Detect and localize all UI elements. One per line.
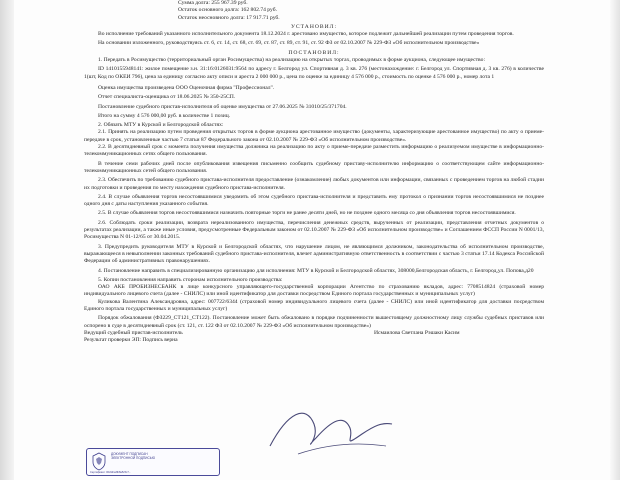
- ep-check-status: Результат проверки ЭП: Подпись верна: [84, 337, 178, 344]
- stamp-line-2: ЭЛЕКТРОННОЙ ПОДПИСЬЮ: [111, 456, 156, 461]
- item-5: 5. Копии постановления направить сторонам исполнительного производства:: [98, 276, 283, 283]
- item-1: 1. Передать в Росимущество (территориальный орган Росимущества) на реализацию на открытых торгах, проводимых в форме аукциона, следующее имущество:: [98, 57, 486, 64]
- signature-row: [84, 330, 544, 337]
- appraisal-by: Оценка имущества произведена ООО Оценочная фирма "Профессионал".: [98, 84, 275, 91]
- debt-principal-remaining: Остаток основного долга: 162 802.74 руб.: [178, 7, 277, 14]
- item-2-3: 2.3. Обеспечить по требованию судебного пристава-исполнителя предоставление (ознакомление) любых документов или информации, связанных с проведением торгов на любой стадии их подготовки и проведения по месту нахождения судебного пристава-исполнителя.: [84, 177, 544, 191]
- coat-of-arms-icon: [90, 452, 108, 471]
- item-2: 2. Обязать МТУ в Курской и Белгородской областях:: [98, 122, 224, 129]
- stamp-line-1: ДОКУМЕНТ ПОДПИСАН: [111, 452, 148, 456]
- item-2-1: 2.1. Принять на реализацию путем проведения открытых торгов в форме аукциона арестованное имущество (документы, характеризующие арестованное имущество) по акту о приеме-передаче в срок, установленные частью 7 статьи 87 Федерального закона от 02.10.2007 № 229-ФЗ «Об исполнительном производстве».: [84, 129, 544, 143]
- officer-position: Ведущий судебный пристав-исполнитель: [84, 329, 183, 336]
- debt-summary: [84, 0, 544, 22]
- total-amount: Итого на сумму 4 576 000,00 руб. в количестве 1 позиц.: [98, 112, 231, 119]
- item-2-6: 2.6. Соблюдать сроки реализации, возврата нереализованного имущества, перечисления денежных средств, вырученных от реализации, представления отчетных документов о результатах реализации, а также иные условия, предусмотренные Федеральным законом от 02.10.2007 № 229-ФЗ «Об исполнительном производстве» и Соглашением ФССП России N 0001/13, Росимущества N 01-12/65 от 30.04.2015.: [84, 219, 544, 241]
- party-bank: ОАО АКБ ПРОБИЗНЕСБАНК в лице конкурсного управляющего-государственной корпорации Агентство по страхованию вкладов, адрес: 7708514824 (страховой номер индивидуального лицевого счета (далее - СНИЛС) или иной идентификатор для доставки посредством Единого портала государственных и муниципальных услуг): [84, 284, 544, 298]
- property-description: ID 1410155948141: жилое помещение з.н. 31:16:0126031:9564 по адресу г. Белгород ул. Спортивная д. 3 кв. 276 (местонахождение: г. Белгород ул. Спортивная д. 3 кв. 276) в количестве 1(шт, Код по ОКЕИ 796), цена за единицу согласно акту описи и ареста 2 000 000 р., цена по оценке за единицу 4 576 000 р., стоимость по оценке 4 576 000 р., номер лота 1: [84, 66, 544, 80]
- appraisal-resolution: Постановление судебного пристав-исполнителя об оценке имущества от 27.06.2025 № 31010/25/371704.: [98, 103, 347, 110]
- stamp-certificate: Сертификат: 00c9d1e8b8a5c5c7...: [90, 471, 131, 474]
- handwritten-signature: [258, 394, 398, 460]
- establish-paragraph: Во исполнение требований указанного исполнительного документа 18.12.2024 г. арестовано имущество, которое подлежит дальнейшей реализации путем проведения торгов.: [98, 31, 514, 38]
- officer-name: Исмаилова Светлана Рэшаки Касим: [374, 329, 460, 336]
- appeal-procedure: Порядок обжалования (ФЗ229_СТ121_СТ122). Постановление может быть обжаловано в порядке подчиненности вышестоящему должностному лицу службы судебных приставов или оспорено в суде в десятидневный срок (ст. 121, ст. 122 ФЗ от 02.10.2007 № 229-ФЗ «Об исполнительном производстве»): [84, 315, 544, 329]
- resolve-heading: ПОСТАНОВИЛ:: [288, 49, 340, 56]
- item-4: 4. Постановление направить в специализированную организацию для исполнения: МТУ в Курской и Белгородской областях, 308000,Белгородская область, г. Белгород,ул. Попова,д20: [98, 267, 534, 274]
- item-2-4: 2.4. В случае объявления торгов несостоявшимися уведомить об этом судебного пристава-исполнителя и представить ему протокол о признании торгов несостоявшимися не позднее одного дня с даты наступления указанного события.: [84, 193, 544, 208]
- establish-heading: УСТАНОВИЛ:: [290, 23, 338, 30]
- party-debtor: Куликова Валентина Александровна, адрес: 007722/6344 (страховой номер индивидуального лицевого счета (далее - СНИЛС) или иной идентификатор для доставки посредством Единого портала государственных и муниципальных услуг): [84, 298, 544, 312]
- electronic-signature-stamp: [86, 448, 220, 476]
- document-body: [84, 0, 544, 344]
- debt-secondary-remaining: Остаток неосновного долга: 17 917.71 руб.: [178, 14, 280, 21]
- item-2-2-notice: В течение семи рабочих дней после опубликования извещения письменно сообщить судебному приставу-исполнителю информацию о соответствующем сайте информационно-телекоммуникационных сетей общего пользования.: [84, 160, 544, 174]
- appraisal-report: Отчет специалиста-оценщика от 18.06.2025 № 350-25СП.: [98, 94, 236, 101]
- legal-basis-paragraph: На основании изложенного, руководствуясь ст. 6, ст. 14, ст. 68, ст. 69, ст. 87, ст. 89, ст. 91, ст. 92 ФЗ от 02.10.2007 № 229-ФЗ «Об исполнительном производстве»: [98, 40, 480, 47]
- item-2-5: 2.5. В случае объявления торгов несостоявшимися назначить повторные торги не ранее десяти дней, но не позднее одного месяца со дня объявления торгов несостоявшимися.: [98, 210, 516, 217]
- item-2-2: 2.2. В десятидневный срок с момента получения имущества должника на реализацию по акту о приеме-передаче разместить информацию о реализуемом имуществе в информационно-телекоммуникационных сетях общего пользования.: [84, 144, 544, 158]
- debt-total: Сумма долга: 255 967.39 руб.: [178, 0, 248, 6]
- item-3: 3. Предупредить руководителя МТУ в Курской и Белгородской областях, что нарушение лицом, не являющимся должником, законодательства об исполнительном производстве, выражающееся в невыполнении законных требований судебного пристава-исполнителя, влечет административную ответственность в соответствии с частью 3 статьи 17.14 Кодекса Российской Федерации об административных правонарушениях.: [84, 243, 544, 265]
